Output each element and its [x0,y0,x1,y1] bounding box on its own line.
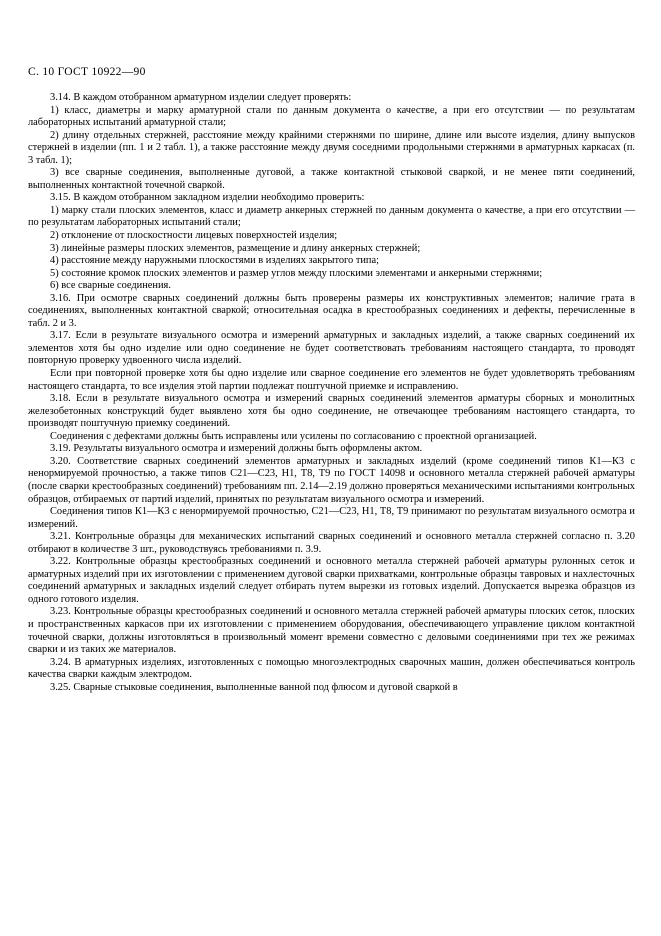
paragraph: Соединения с дефектами должны быть исправлены или усилены по согласованию с проектной организацией. [50,430,537,442]
paragraph: 3.20. Соответствие сварных соединений элементов арматурных и закладных изделий (кроме соединений типов К1—К3 с ненормируемой прочностью, а также типов С21—С23, Н1, Т8, Т9 по ГОСТ 14098 и основного металла стержней рабочей арматуры (после сварки крестообразных соединений) требованиям пп. 2.14—2.19 должно проверяться механическими испытаниями контрольных образцов, отбираемых от партий изделий, принятых по результатам визуального осмотра и измерений. [28,455,635,505]
paragraph: 3.24. В арматурных изделиях, изготовленных с помощью многоэлектродных сварочных машин, должен обеспечиваться контроль качества сварки каждым электродом. [28,656,635,681]
paragraph: 3.23. Контрольные образцы крестообразных соединений и основного металла стержней рабочей арматуры плоских сеток, плоских и пространственных каркасов при их изготовлении с применением оборудования, обеспечивающего управление циклом контактной точечной сварки, должны изготовляться в произвольный момент времени совместно с деловыми соединениями при тех же режимах сварки и из таких же материалов. [28,606,635,656]
paragraph: 3.18. Если в результате визуального осмотра и измерений сварных соединений элементов арматуры сборных и монолитных железобетонных конструкций будет выявлено хотя бы одно соединение, не отвечающее требованиям настоящего стандарта, то производят поштучную приемку соединений. [28,393,635,430]
paragraph: 3.25. Сварные стыковые соединения, выполненные ванной под флюсом и дуговой сваркой в [50,681,458,693]
paragraph: 5) состояние кромок плоских элементов и размер углов между плоскими элементами и анкерными стержнями; [50,267,543,279]
paragraph: 3.19. Результаты визуального осмотра и измерений должны быть оформлены актом. [50,443,423,455]
document-body [28,92,635,694]
paragraph: 3.22. Контрольные образцы крестообразных соединений и основного металла стержней рабочей арматуры рулонных сеток и арматурных изделий при их изготовлении с применением дуговой сварки прихватками, контрольные образцы тавровых и нахлесточных соединений арматурных и закладных изделий следует отбирать путем вырезки из готовых изделий. Допускается вырезка образцов из одного готового изделия. [28,556,635,605]
paragraph: 3.14. В каждом отобранном арматурном изделии следует проверять: [50,92,352,103]
paragraph: 3.17. Если в результате визуального осмотра и измерений арматурных и закладных изделий, а также сварных соединений их элементов хотя бы одно изделие или одно соединение не будет соответствовать требованиям настоящего стандарта, то проводят повторную проверку удвоенного числа изделий. [28,330,635,367]
paragraph: 3.15. В каждом отобранном закладном изделии необходимо проверить: [50,192,365,204]
paragraph: 2) длину отдельных стержней, расстояние между крайними стержнями по ширине, длине или высоте изделия, длину выпусков стержней в изделии (пп. 1 и 2 табл. 1), а также расстояние между двумя соседними продольными стержнями в арматурных каркасах (п. 3 табл. 1); [28,129,635,166]
paragraph: 1) класс, диаметры и марку арматурной стали по данным документа о качестве, а при его отсутствии — по результатам лабораторных испытаний арматурной стали; [28,104,635,129]
paragraph: Если при повторной проверке хотя бы одно изделие или сварное соединение его элементов не будет удовлетворять требованиям настоящего стандарта, то все изделия этой партии подлежат поштучной приемке и исправлению. [28,368,635,392]
paragraph: 4) расстояние между наружными плоскостями в изделиях закрытого типа; [50,255,379,267]
paragraph: Соединения типов К1—К3 с ненормируемой прочностью, С21—С23, Н1, Т8, Т9 принимают по результатам визуального осмотра и измерений. [28,506,635,530]
paragraph: 1) марку стали плоских элементов, класс и диаметр анкерных стержней по данным документа о качестве, а при его отсутствии — по результатам лабораторных испытаний стали; [28,204,635,229]
paragraph: 3) линейные размеры плоских элементов, размещение и длину анкерных стержней; [50,242,421,254]
paragraph: 2) отклонение от плоскостности лицевых поверхностей изделия; [50,230,338,242]
paragraph: 3.21. Контрольные образцы для механических испытаний сварных соединений и основного металла стержней согласно п. 3.20 отбирают в количестве 3 шт., руководствуясь требованиями п. 3.9. [28,531,635,555]
page-header: С. 10 ГОСТ 10922—90 [28,66,146,78]
paragraph: 3.16. При осмотре сварных соединений должны быть проверены размеры их конструктивных элементов; наличие грата в соединениях, выполненных контактной сваркой; относительная осадка в крестообразных соединениях и дефекты, перечисленные в табл. 2 и 3. [28,292,635,329]
paragraph: 3) все сварные соединения, выполненные дуговой, а также контактной стыковой сваркой, и не менее пяти соединений, выполненных контактной точечной сваркой. [28,167,635,191]
paragraph: 6) все сварные соединения. [50,280,171,292]
